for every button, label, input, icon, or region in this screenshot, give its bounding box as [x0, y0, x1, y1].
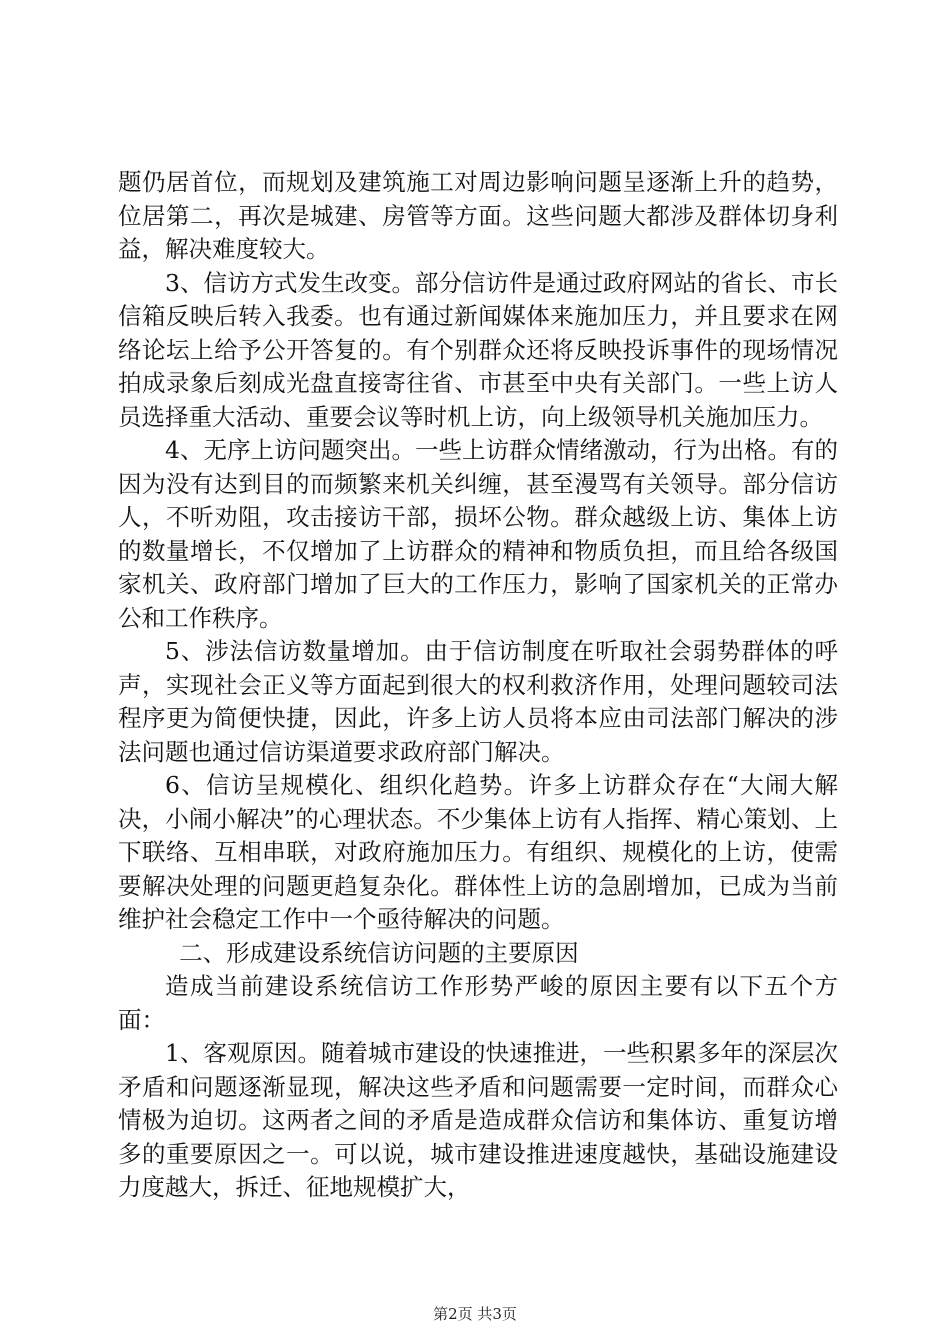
paragraph-item-6: 6、信访呈规模化、组织化趋势。许多上访群众存在“大闹大解决，小闹小解决”的心理状态。不少集体上访有人指挥、精心策划、上下联络、互相串联，对政府施加压力。有组织、规模化的上访，使需要解决处理的问题更趋复杂化。群体性上访的急剧增加，已成为当前维护社会稳定工作中一个亟待解决的问题。	[118, 771, 838, 933]
paragraph-item-5: 5、涉法信访数量增加。由于信访制度在听取社会弱势群体的呼声，实现社会正义等方面起到很大的权利救济作用，处理问题较司法程序更为简便快捷，因此，许多上访人员将本应由司法部门解决的涉法问题也通过信访渠道要求政府部门解决。	[118, 637, 838, 766]
paragraph-continuation: 题仍居首位，而规划及建筑施工对周边影响问题呈逐渐上升的趋势，位居第二，再次是城建、房管等方面。这些问题大都涉及群体切身利益，解决难度较大。	[118, 168, 838, 263]
page-footer: 第2页 共3页	[433, 1305, 517, 1323]
paragraph-intro: 造成当前建设系统信访工作形势严峻的原因主要有以下五个方面：	[118, 972, 838, 1034]
paragraph-item-4: 4、无序上访问题突出。一些上访群众情绪激动，行为出格。有的因为没有达到目的而频繁来机关纠缠，甚至漫骂有关领导。部分信访人，不听劝阻，攻击接访干部，损坏公物。群众越级上访、集体上访的数量增长，不仅增加了上访群众的精神和物质负担，而且给各级国家机关、政府部门增加了巨大的工作压力，影响了国家机关的正常办公和工作秩序。	[118, 436, 838, 632]
section-heading: 二、形成建设系统信访问题的主要原因	[179, 938, 579, 967]
document-body	[118, 166, 838, 1205]
paragraph-item-3: 3、信访方式发生改变。部分信访件是通过政府网站的省长、市长信箱反映后转入我委。也有通过新闻媒体来施加压力，并且要求在网络论坛上给予公开答复的。有个别群众还将反映投诉事件的现场情况拍成录象后刻成光盘直接寄往省、市甚至中央有关部门。一些上访人员选择重大活动、重要会议等时机上访，向上级领导机关施加压力。	[118, 268, 838, 431]
paragraph-reason-1: 1、客观原因。随着城市建设的快速推进，一些积累多年的深层次矛盾和问题逐渐显现，解决这些矛盾和问题需要一定时间，而群众心情极为迫切。这两者之间的矛盾是造成群众信访和集体访、重复访增多的重要原因之一。可以说，城市建设推进速度越快，基础设施建设力度越大，拆迁、征地规模扩大，	[118, 1039, 838, 1201]
